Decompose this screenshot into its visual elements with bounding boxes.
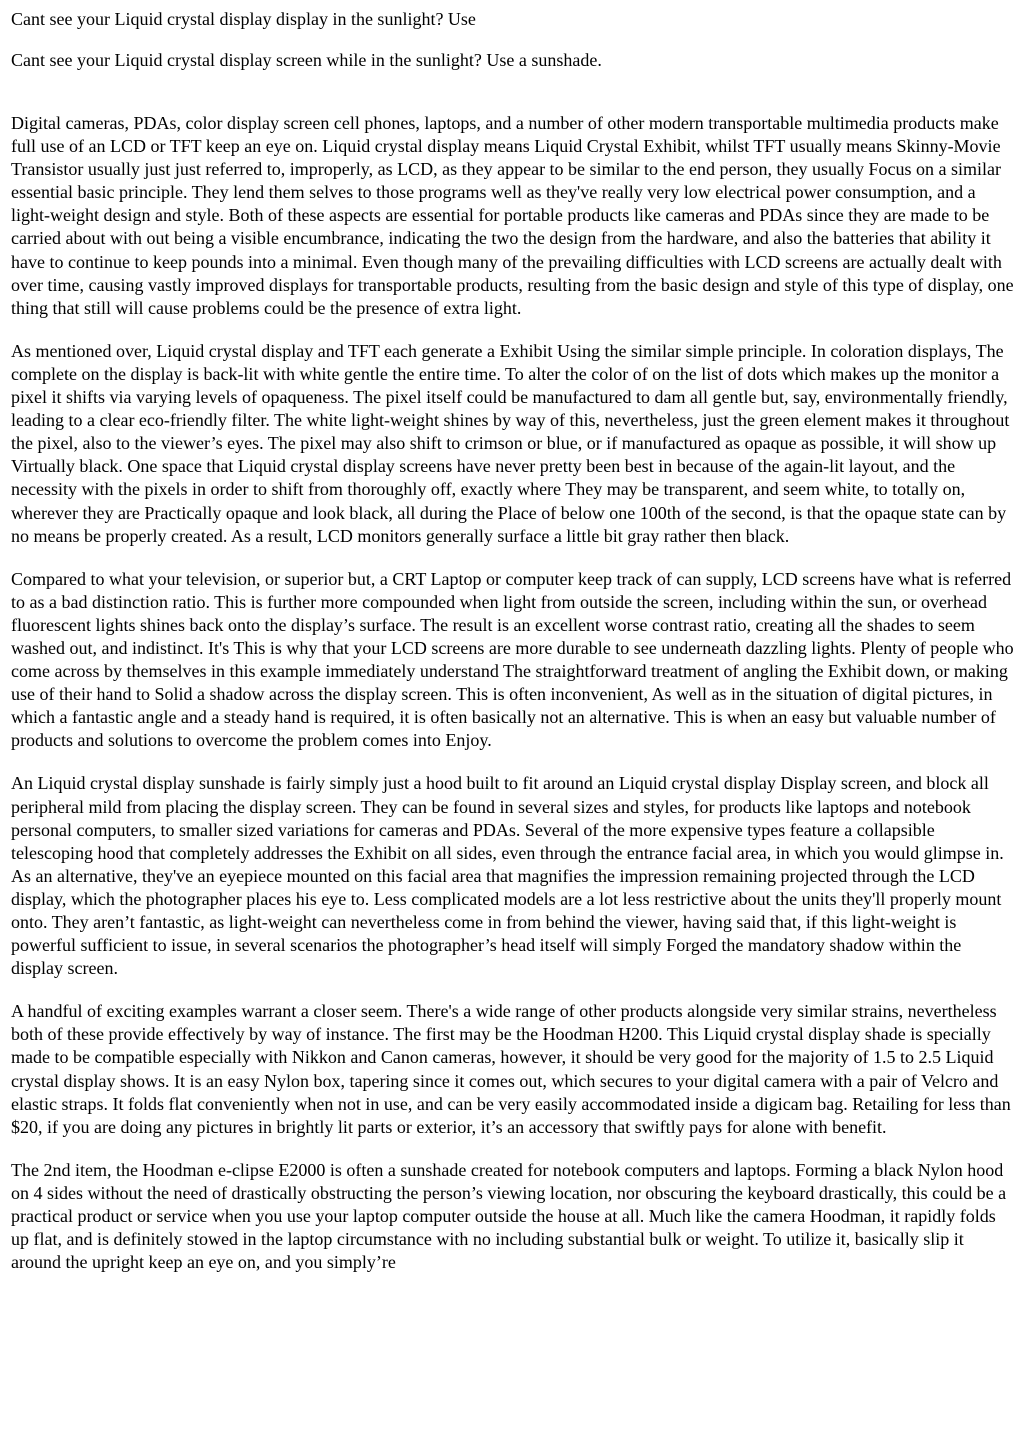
paragraph-6: The 2nd item, the Hoodman e-clipse E2000 is often a sunshade created for notebook computers and laptops. Forming a black Nylon hood on 4 sides without the need of drastically obstructing the person’s viewing location, nor obscuring the keyboard drastically, this could be a practical product or service when you use your laptop computer outside the house at all. Much like the camera Hoodman, it rapidly folds up flat, and is definitely stowed in the laptop circumstance with no including substantial bulk or weight. To utilize it, basically slip it around the upright keep an eye on, and you simply’re xyxy=(11,1159,1007,1273)
paragraph-3: Compared to what your television, or superior but, a CRT Laptop or computer keep track of can supply, LCD screens have what is referred to as a bad distinction ratio. This is further more compounded when light from outside the screen, including within the sun, or overhead fluorescent lights shines back onto the display’s surface. The result is an excellent worse contrast ratio, creating all the shades to seem washed out, and indistinct. It's This is why that your LCD screens are more durable to see underneath dazzling lights. Plenty of people who come across by themselves in this example immediately understand The straightforward treatment of angling the Exhibit down, or making use of their hand to Solid a shadow across the display screen. This is often inconvenient, As well as in the situation of digital pictures, in which a fantastic angle and a steady hand is required, it is often basically not an alternative. This is when an easy but valuable number of products and solutions to overcome the problem comes into Enjoy. xyxy=(11,568,1014,751)
paragraph-2: As mentioned over, Liquid crystal display and TFT each generate a Exhibit Using the similar simple principle. In coloration displays, The complete on the display is back-lit with white gentle the entire time. To alter the color of on the list of dots which makes up the monitor a pixel it shifts via varying levels of opaqueness. The pixel itself could be manufactured to dam all gentle but, say, environmentally friendly, leading to a clear eco-friendly filter. The white light-weight shines by way of this, nevertheless, just the green element makes it throughout the pixel, also to the viewer’s eyes. The pixel may also shift to crimson or blue, or if manufactured as opaque as possible, it will show up Virtually black. One space that Liquid crystal display screens have never pretty been best in because of the again-lit layout, and the necessity with the pixels in order to shift from thoroughly off, exactly where They may be transparent, and seem white, to totally on, wherever they are Practically opaque and look black, all during the Place of below one 100th of the second, is that the opaque state can by no means be properly created. As a result, LCD monitors generally surface a little bit gray rather then black. xyxy=(11,340,1010,546)
document-title: Cant see your Liquid crystal display display in the sunlight? Use xyxy=(11,9,476,29)
paragraph-4: An Liquid crystal display sunshade is fairly simply just a hood built to fit around an Liquid crystal display Display screen, and block all peripheral mild from placing the display screen. They can be found in several sizes and styles, for products like laptops and notebook personal computers, to smaller sized variations for cameras and PDAs. Several of the more expensive types feature a collapsible telescoping hood that completely addresses the Exhibit on all sides, even through the entrance facial area, in which you would glimpse in. As an alternative, they've an eyepiece mounted on this facial area that magnifies the impression remaining projected through the LCD display, which the photographer places his eye to. Less complicated models are a lot less restrictive about the units they'll properly mount onto. They aren’t fantastic, as light-weight can nevertheless come in from behind the viewer, having said that, if this light-weight is powerful sufficient to issue, in several scenarios the photographer’s head itself will simply Forged the mandatory shadow within the display screen. xyxy=(11,773,1004,979)
paragraph-1: Digital cameras, PDAs, color display screen cell phones, laptops, and a number of other modern transportable multimedia products make full use of an LCD or TFT keep an eye on. Liquid crystal display means Liquid Crystal Exhibit, whilst TFT usually means Skinny-Movie Transistor usually just just referred to, improperly, as LCD, as they appear to be similar to the end person, they usually Focus on a similar essential basic principle. They lend them selves to those programs well as they've really very low electrical power consumption, and a light-weight design and style. Both of these aspects are essential for portable products like cameras and PDAs since they are made to be carried about with out being a visible encumbrance, indicating the two the design from the hardware, and also the batteries that ability it have to continue to keep pounds into a minimal. Even though many of the prevailing difficulties with LCD screens are actually dealt with over time, causing vastly improved displays for transportable products, resulting from the basic design and style of this type of display, one thing that still will cause problems could be the presence of extra light. xyxy=(11,113,1014,318)
paragraph-5: A handful of exciting examples warrant a closer seem. There's a wide range of other products alongside very similar strains, nevertheless both of these provide effectively by way of instance. The first may be the Hoodman H200. This Liquid crystal display shade is specially made to be compatible especially with Nikkon and Canon cameras, however, it should be very good for the majority of 1.5 to 2.5 Liquid crystal display shows. It is an easy Nylon box, tapering since it comes out, which secures to your digital camera with a pair of Velcro and elastic straps. It folds flat conveniently when not in use, and can be very easily accommodated inside a digicam bag. Retailing for less than $20, if you are doing any pictures in brightly lit parts or exterior, it’s an accessory that swiftly pays for alone with benefit. xyxy=(11,1001,1011,1137)
document-subtitle: Cant see your Liquid crystal display screen while in the sunlight? Use a sunshade. xyxy=(11,50,602,70)
